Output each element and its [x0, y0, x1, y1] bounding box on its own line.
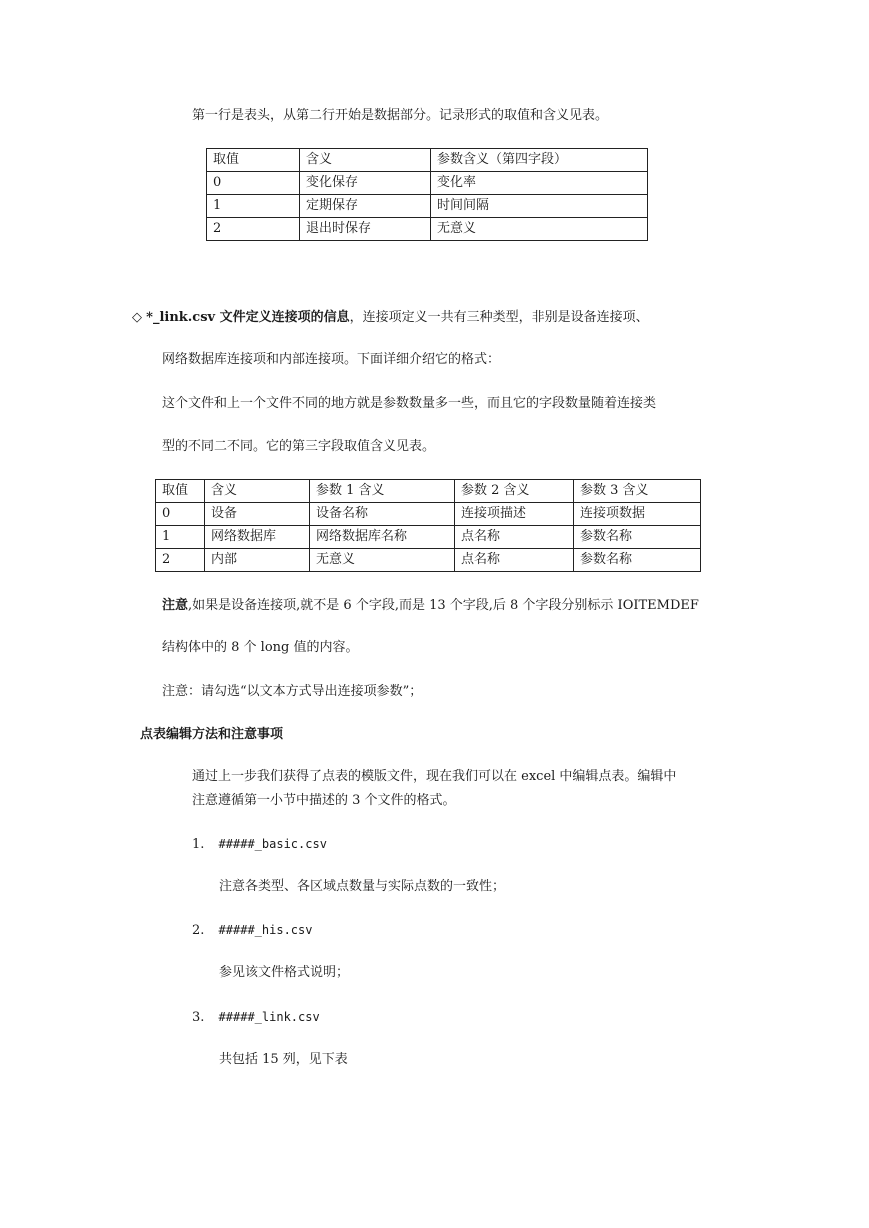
table-cell: 退出时保存 — [300, 218, 431, 241]
diamond-icon: ◇ — [132, 310, 142, 325]
list-item — [192, 835, 327, 854]
table-header-row — [156, 480, 701, 503]
table-header-cell: 参数含义（第四字段） — [431, 149, 648, 172]
list-item-desc: 注意各类型、各区域点数量与实际点数的一致性； — [219, 879, 506, 894]
table-header-cell: 参数 1 含义 — [310, 480, 455, 503]
list-item — [192, 1008, 320, 1027]
link-title-rest: ，连接项定义一共有三种类型，非别是设备连接项、 — [349, 310, 649, 325]
table-cell: 设备名称 — [310, 503, 455, 526]
table-cell: 2 — [156, 549, 205, 572]
link-type-table — [155, 479, 701, 572]
link-line-2: 网络数据库连接项和内部连接项。下面详细介绍它的格式： — [162, 352, 501, 367]
table-row — [207, 195, 648, 218]
list-item-desc: 参见该文件格式说明； — [219, 965, 350, 980]
table-row — [207, 218, 648, 241]
section-heading: 点表编辑方法和注意事项 — [140, 727, 284, 742]
table-cell: 1 — [207, 195, 300, 218]
table-cell: 2 — [207, 218, 300, 241]
list-item — [192, 921, 312, 940]
table-cell: 点名称 — [455, 549, 574, 572]
table-header-cell: 取值 — [156, 480, 205, 503]
list-item-file: #####_his.csv — [218, 923, 313, 937]
table-cell: 0 — [207, 172, 300, 195]
table-cell: 定期保存 — [300, 195, 431, 218]
note-1-line-2: 结构体中的 8 个 long 值的内容。 — [162, 640, 359, 655]
list-item-file: #####_basic.csv — [218, 837, 327, 851]
table-cell: 0 — [156, 503, 205, 526]
table-cell: 设备 — [205, 503, 310, 526]
note-2: 注意：请勾选“以文本方式导出连接项参数”； — [162, 684, 423, 699]
list-item-file: #####_link.csv — [218, 1010, 320, 1024]
record-mode-table — [206, 148, 648, 241]
table-cell: 点名称 — [455, 526, 574, 549]
intro-text: 第一行是表头，从第二行开始是数据部分。记录形式的取值和含义见表。 — [192, 108, 609, 123]
table-row — [156, 503, 701, 526]
para-line-2: 注意遵循第一小节中描述的 3 个文件的格式。 — [192, 793, 456, 808]
table-header-cell: 含义 — [205, 480, 310, 503]
table-header-cell: 参数 2 含义 — [455, 480, 574, 503]
table-row — [156, 526, 701, 549]
table-cell: 变化保存 — [300, 172, 431, 195]
table-cell: 无意义 — [431, 218, 648, 241]
table-header-cell: 含义 — [300, 149, 431, 172]
table-cell: 内部 — [205, 549, 310, 572]
list-item-number: 1. — [192, 837, 205, 852]
list-item-number: 3. — [192, 1010, 205, 1025]
table-header-cell: 参数 3 含义 — [574, 480, 701, 503]
para-line-1: 通过上一步我们获得了点表的模版文件，现在我们可以在 excel 中编辑点表。编辑中 — [192, 769, 677, 784]
table-cell: 连接项数据 — [574, 503, 701, 526]
table-cell: 时间间隔 — [431, 195, 648, 218]
table-header-cell: 取值 — [207, 149, 300, 172]
link-section-title — [132, 309, 649, 327]
list-item-number: 2. — [192, 923, 205, 938]
table-header-row — [207, 149, 648, 172]
table-cell: 变化率 — [431, 172, 648, 195]
table-cell: 无意义 — [310, 549, 455, 572]
table-cell: 参数名称 — [574, 549, 701, 572]
table-cell: 网络数据库名称 — [310, 526, 455, 549]
table-cell: 1 — [156, 526, 205, 549]
table-row — [156, 549, 701, 572]
link-title-bold: *_link.csv 文件定义连接项的信息 — [146, 310, 350, 325]
note-1-bold: 注意 — [162, 598, 189, 613]
table-row — [207, 172, 648, 195]
link-line-3: 这个文件和上一个文件不同的地方就是参数数量多一些，而且它的字段数量随着连接类 — [162, 396, 657, 411]
list-item-desc: 共包括 15 列，见下表 — [219, 1052, 348, 1067]
table-cell: 参数名称 — [574, 526, 701, 549]
table-cell: 连接项描述 — [455, 503, 574, 526]
link-line-4: 型的不同二不同。它的第三字段取值含义见表。 — [162, 439, 436, 454]
table-cell: 网络数据库 — [205, 526, 310, 549]
note-1 — [162, 597, 699, 615]
note-1-rest: ,如果是设备连接项,就不是 6 个字段,而是 13 个字段,后 8 个字段分别标示 IOITEMDEF — [188, 598, 699, 613]
